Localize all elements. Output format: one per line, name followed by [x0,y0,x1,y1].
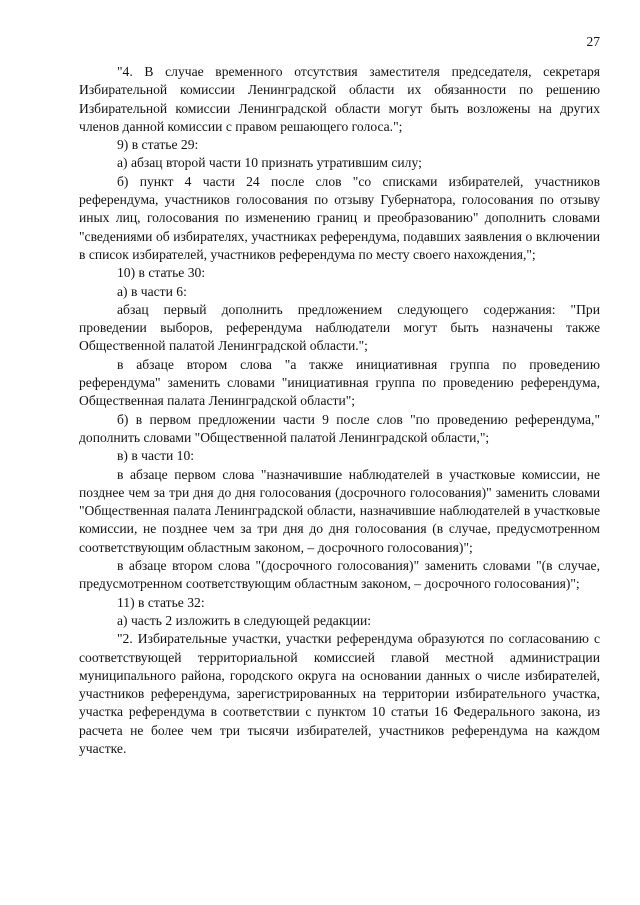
paragraph: 11) в статье 32: [117,594,205,610]
paragraph: 10) в статье 30: [117,265,206,281]
page-number: 27 [586,34,600,49]
document-body [79,63,600,758]
paragraph: а) абзац второй части 10 признать утратившим силу; [117,155,422,171]
paragraph: б) в первом предложении части 9 после слов "по проведению референдума," дополнить словами "Общественной палатой Ленинградской области,"; [79,411,600,445]
paragraph: в абзаце втором слова "(досрочного голосования)" заменить словами "(в случае, предусмотренном соответствующим областным законом, – досрочного голосования)"; [79,558,600,592]
paragraph: 9) в статье 29: [117,137,199,153]
paragraph: абзац первый дополнить предложением следующего содержания: "При проведении выборов, референдума наблюдатели могут быть назначены также Общественной палатой Ленинградской области."; [79,301,600,354]
paragraph: б) пункт 4 части 24 после слов "со списками избирателей, участников референдума, участников голосования по отзыву Губернатора, голосования по отзыву иных лиц, голосования по изменению границ и преобразованию" дополнить словами "сведениями об избирателях, участниках референдума, подавших заявления о включении в список избирателей, участников референдума по месту своего нахождения,"; [79,173,600,262]
paragraph: в) в части 10: [117,448,195,464]
paragraph: в абзаце первом слова "назначившие наблюдателей в участковые комиссии, не позднее чем за три дня до дня голосования (досрочного голосования)" заменить словами "Общественная палата Ленинградской области, назначившие наблюдателей в участковые комиссии, не позднее чем за три дня до дня голосования (в случае, предусмотренном соответствующим областным законом, – досрочного голосования)"; [79,466,600,555]
paragraph: а) в части 6: [117,283,187,299]
paragraph: "2. Избирательные участки, участки референдума образуются по согласованию с соответствующей территориальной комиссией главой местной администрации муниципального района, городского округа на основании данных о числе избирателей, участников референдума, зарегистрированных на территории избирательного участка, участка референдума в соответствии с пунктом 10 статьи 16 Федерального закона, из расчета не более чем три тысячи избирателей, участников референдума на каждом участке. [79,631,600,756]
paragraph: в абзаце втором слова "а также инициативная группа по проведению референдума" заменить словами "инициативная группа по проведению референдума, Общественная палата Ленинградской области"; [79,356,600,409]
paragraph: а) часть 2 изложить в следующей редакции: [117,612,372,628]
paragraph: "4. В случае временного отсутствия заместителя председателя, секретаря Избирательной комиссии Ленинградской области их обязанности по решению Избирательной комиссии Ленинградской области могут быть возложены на других членов данной комиссии с правом решающего голоса."; [79,64,600,134]
